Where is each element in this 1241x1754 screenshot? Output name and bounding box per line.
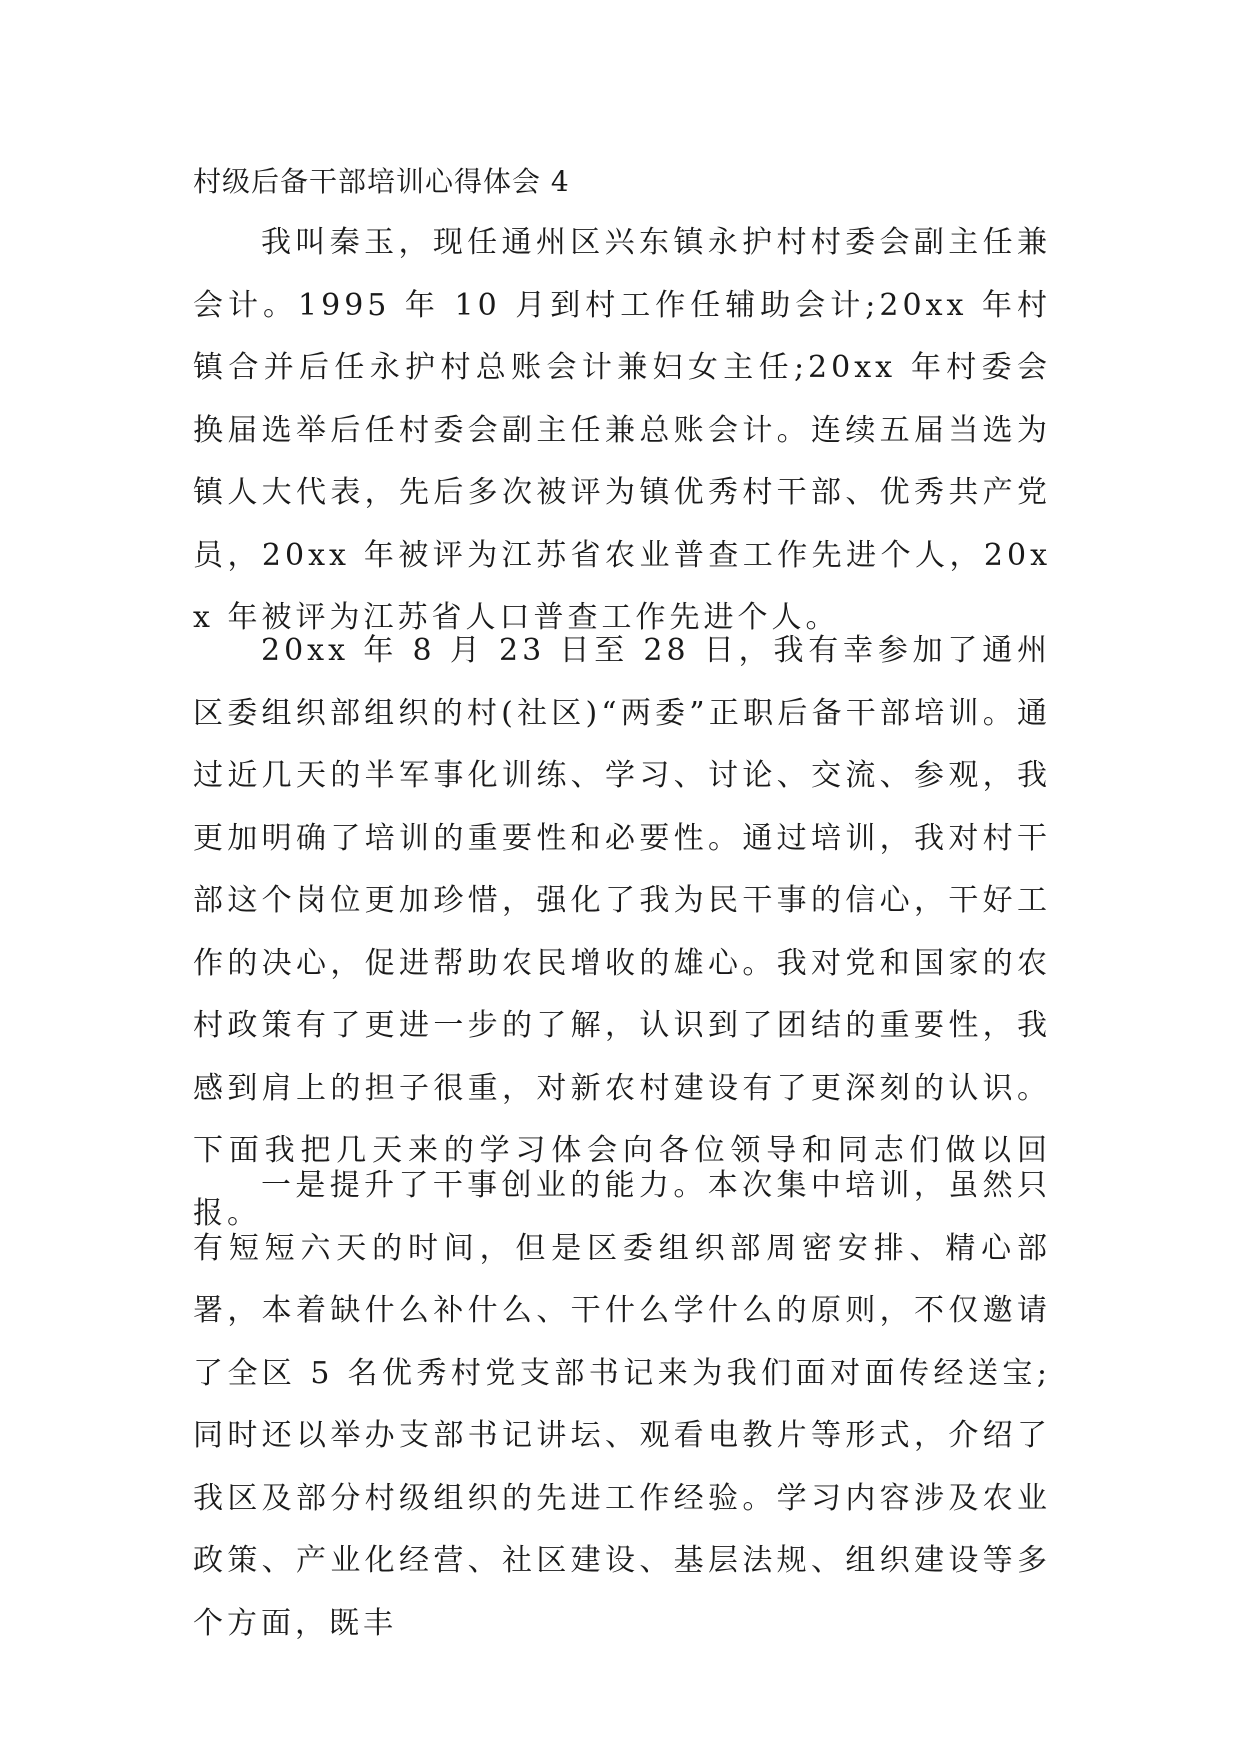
paragraph-ability-improvement: 一是提升了干事创业的能力。本次集中培训，虽然只有短短六天的时间，但是区委组织部周密安排、精心部署，本着缺什么补什么、干什么学什么的原则，不仅邀请了全区 5 名优秀村党支部书记来为我们面对面传经送宝;同时还以举办支部书记讲坛、观看电教片等形式，介绍了我区及部分村级组织的先进工作经验。学习内容涉及农业政策、产业化经营、社区建设、基层法规、组织建设等多个方面，既丰	[193, 1168, 1051, 1641]
paragraph-personal-background: 我叫秦玉，现任通州区兴东镇永护村村委会副主任兼会计。1995 年 10 月到村工作任辅助会计;20xx 年村镇合并后任永护村总账会计兼妇女主任;20xx 年村委会换届选举后任村委会副主任兼总账会计。连续五届当选为镇人大代表，先后多次被评为镇优秀村干部、优秀共产党员，20xx 年被评为江苏省农业普查工作先进个人，20xx 年被评为江苏省人口普查工作先进个人。	[193, 225, 1051, 635]
document-title: 村级后备干部培训心得体会 4	[193, 165, 570, 198]
paragraph-training-overview: 20xx 年 8 月 23 日至 28 日，我有幸参加了通州区委组织部组织的村(社区)“两委”正职后备干部培训。通过近几天的半军事化训练、学习、讨论、交流、参观，我更加明确了培训的重要性和必要性。通过培训，我对村干部这个岗位更加珍惜，强化了我为民干事的信心，干好工作的决心，促进帮助农民增收的雄心。我对党和国家的农村政策有了更进一步的了解，认识到了团结的重要性，我感到肩上的担子很重，对新农村建设有了更深刻的认识。下面我把几天来的学习体会向各位领导和同志们做以回报。	[193, 633, 1051, 1231]
